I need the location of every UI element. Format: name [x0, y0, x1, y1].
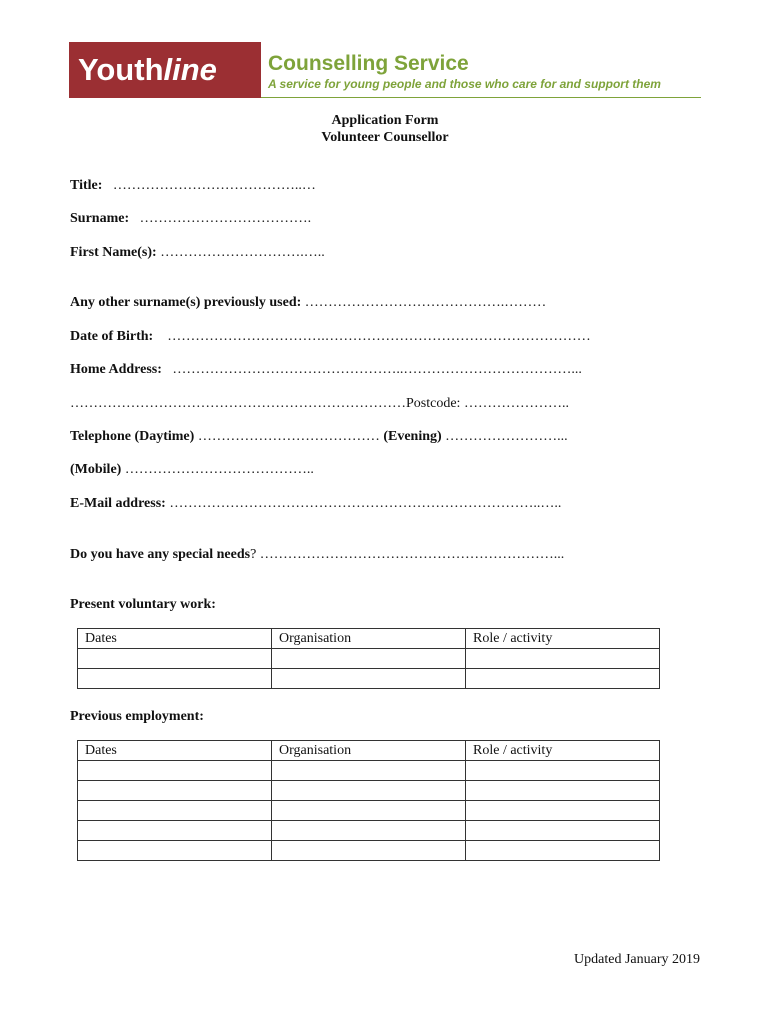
dob-dots[interactable]: …………………………….…………………………………………………	[167, 329, 591, 344]
form-subtitle: Volunteer Counsellor	[321, 130, 449, 145]
present-voluntary-table-row	[78, 649, 660, 669]
present-voluntary-label: Present voluntary work:	[70, 597, 216, 612]
previous-employment-table-row	[78, 801, 660, 821]
special-needs-field[interactable]	[70, 546, 564, 563]
present-voluntary-table-row	[78, 669, 660, 689]
home-address-dots[interactable]: …………………………………………..………………………………...	[172, 362, 582, 377]
home-address-label: Home Address:	[70, 362, 162, 377]
previous-employment-table-cell[interactable]	[466, 801, 660, 821]
dob-field[interactable]	[70, 328, 591, 345]
previous-employment-table-cell[interactable]	[272, 781, 466, 801]
telephone-day-dots[interactable]: …………………………………	[197, 429, 380, 444]
present-voluntary-table-cell[interactable]	[272, 649, 466, 669]
previous-employment-table-cell[interactable]	[272, 821, 466, 841]
other-surname-field[interactable]	[70, 294, 546, 311]
other-surname-dots[interactable]: …………………………………….………	[304, 295, 547, 310]
address-line2-dots[interactable]: ………………………………………………………………	[70, 396, 406, 411]
title-dots[interactable]: …………………………………..…	[112, 178, 316, 193]
service-title: Counselling Service	[268, 52, 469, 75]
present-voluntary-column-header: Dates	[78, 629, 272, 649]
postcode-dots[interactable]: …………………..	[463, 396, 569, 411]
logo-youth-text: Youth	[78, 52, 164, 87]
surname-label: Surname:	[70, 211, 130, 226]
form-title: Application Form	[331, 113, 439, 128]
previous-employment-table-cell[interactable]	[272, 761, 466, 781]
dob-label: Date of Birth:	[70, 329, 154, 344]
email-dots[interactable]: ……………………………………………………………………..…..	[169, 496, 562, 511]
previous-employment-column-header: Organisation	[272, 741, 466, 761]
previous-employment-table-row	[78, 841, 660, 861]
previous-employment-column-header: Dates	[78, 741, 272, 761]
previous-employment-header-row	[78, 741, 660, 761]
previous-employment-table-cell[interactable]	[466, 821, 660, 841]
surname-dots[interactable]: ……………………………….	[139, 211, 312, 226]
previous-employment-table-row	[78, 761, 660, 781]
previous-employment-table-cell[interactable]	[466, 841, 660, 861]
previous-employment-table-row	[78, 821, 660, 841]
email-field[interactable]	[70, 495, 561, 512]
surname-field[interactable]	[70, 210, 311, 227]
telephone-field[interactable]	[70, 428, 568, 445]
mobile-dots[interactable]: …………………………………..	[124, 462, 314, 477]
previous-employment-table-cell[interactable]	[272, 801, 466, 821]
first-name-label: First Name(s):	[70, 245, 157, 260]
previous-employment-table-cell[interactable]	[466, 761, 660, 781]
header-divider	[261, 97, 701, 98]
evening-label: (Evening)	[383, 429, 442, 444]
special-needs-question-mark: ?	[250, 547, 257, 562]
present-voluntary-table-cell[interactable]	[466, 649, 660, 669]
evening-dots[interactable]: ……………………...	[445, 429, 568, 444]
special-needs-dots[interactable]: ………………………………………………………...	[259, 547, 565, 562]
postcode-label: Postcode:	[406, 396, 461, 411]
home-address-field[interactable]	[70, 361, 582, 378]
previous-employment-table-cell[interactable]	[78, 821, 272, 841]
header	[69, 42, 701, 98]
logo-line-text: line	[163, 52, 217, 87]
previous-employment-column-header: Role / activity	[466, 741, 660, 761]
present-voluntary-table-cell[interactable]	[78, 649, 272, 669]
title-field[interactable]	[70, 177, 316, 194]
first-name-dots[interactable]: ………………………….…..	[160, 245, 325, 260]
email-label: E-Mail address:	[70, 496, 166, 511]
present-voluntary-header-row	[78, 629, 660, 649]
previous-employment-table-cell[interactable]	[78, 841, 272, 861]
previous-employment-table-row	[78, 781, 660, 801]
present-voluntary-column-header: Organisation	[272, 629, 466, 649]
first-name-field[interactable]	[70, 244, 325, 261]
mobile-field[interactable]	[70, 461, 314, 478]
telephone-day-label: Telephone (Daytime)	[70, 429, 195, 444]
previous-employment-table-cell[interactable]	[78, 761, 272, 781]
previous-employment-label: Previous employment:	[70, 709, 204, 724]
title-label: Title:	[70, 178, 103, 193]
present-voluntary-column-header: Role / activity	[466, 629, 660, 649]
present-voluntary-table	[77, 628, 660, 689]
special-needs-label: Do you have any special needs	[70, 547, 251, 562]
youthline-logo	[69, 42, 261, 98]
other-surname-label: Any other surname(s) previously used:	[70, 295, 302, 310]
previous-employment-table-cell[interactable]	[78, 781, 272, 801]
service-subtitle: A service for young people and those who care for and support them	[268, 77, 661, 91]
address-line2-field[interactable]	[70, 395, 569, 412]
previous-employment-table-cell[interactable]	[78, 801, 272, 821]
present-voluntary-table-cell[interactable]	[272, 669, 466, 689]
previous-employment-table	[77, 740, 660, 861]
present-voluntary-table-cell[interactable]	[78, 669, 272, 689]
present-voluntary-table-cell[interactable]	[466, 669, 660, 689]
updated-note: Updated January 2019	[574, 952, 700, 967]
previous-employment-table-cell[interactable]	[272, 841, 466, 861]
previous-employment-table-cell[interactable]	[466, 781, 660, 801]
mobile-label: (Mobile)	[70, 462, 122, 477]
